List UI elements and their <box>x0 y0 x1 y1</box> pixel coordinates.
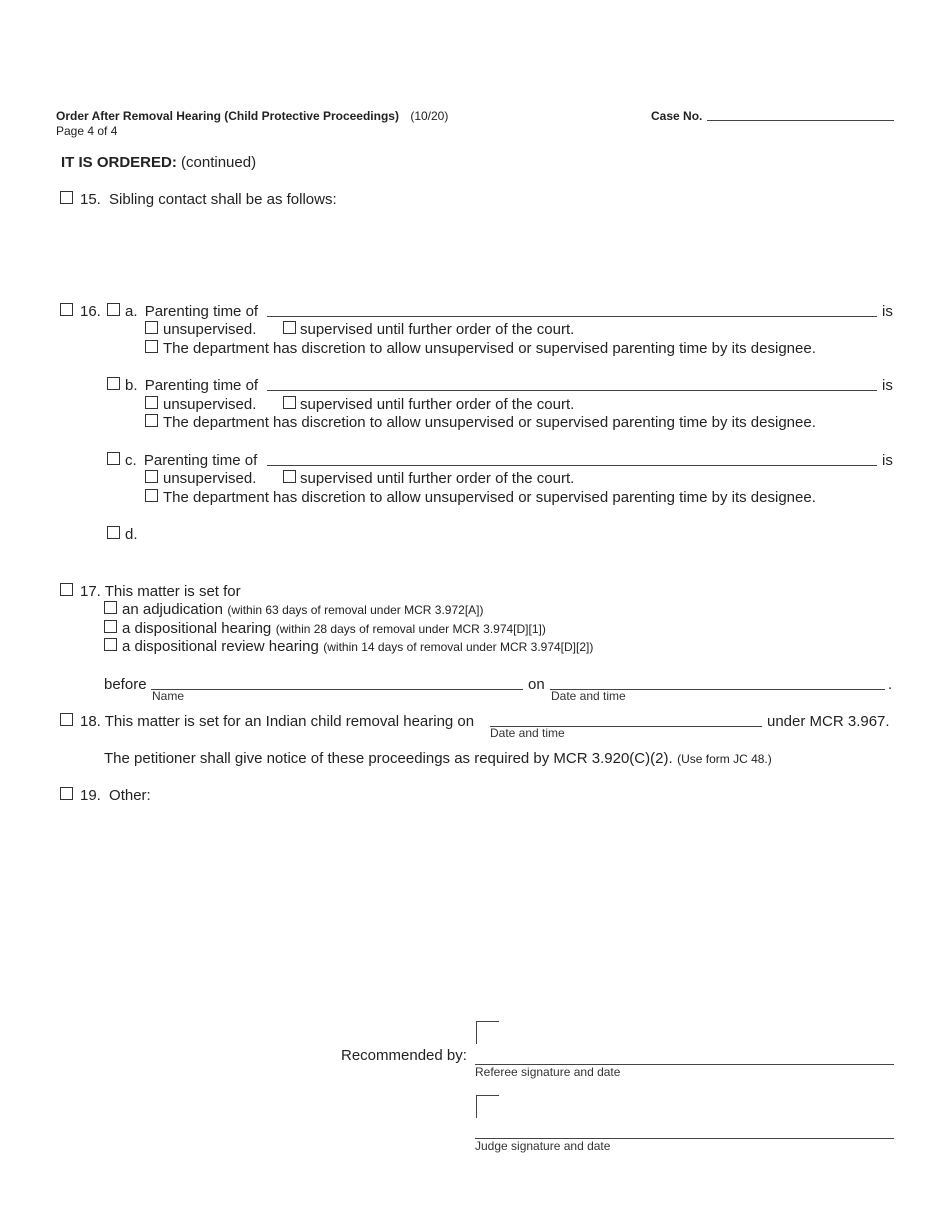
item15-checkbox[interactable] <box>60 191 73 204</box>
item17-checkbox[interactable] <box>60 583 73 596</box>
item16d-letter: d. <box>125 526 138 543</box>
item18-notice-small: (Use form JC 48.) <box>677 752 772 766</box>
item16d-checkbox[interactable] <box>107 526 120 539</box>
item19-number: 19. <box>80 787 101 804</box>
item16-checkbox[interactable] <box>60 303 73 316</box>
item15-row <box>80 191 337 208</box>
item16c-checkbox[interactable] <box>107 452 120 465</box>
page-number: Page 4 of 4 <box>56 124 118 138</box>
item16c-name-field[interactable] <box>267 465 877 466</box>
referee-signature-label: Referee signature and date <box>475 1065 621 1079</box>
item17-date-label: Date and time <box>551 689 626 703</box>
item16c-discretion-checkbox[interactable] <box>145 489 158 502</box>
item17-row <box>80 583 241 600</box>
referee-signature-corner <box>476 1021 499 1044</box>
item17-on: on <box>528 676 545 693</box>
item16a-letter: a. <box>125 303 138 320</box>
item16c-unsupervised-label: unsupervised. <box>163 470 257 487</box>
item16c-label-row <box>125 452 257 469</box>
item16b-unsupervised-checkbox[interactable] <box>145 396 158 409</box>
item16c-unsupervised-checkbox[interactable] <box>145 470 158 483</box>
case-no-label: Case No. <box>651 109 703 123</box>
judge-signature-corner <box>476 1095 499 1118</box>
item17-review-checkbox[interactable] <box>104 638 117 651</box>
item16b-label: Parenting time of <box>144 377 259 394</box>
item16c-is: is <box>882 452 893 469</box>
item19-checkbox[interactable] <box>60 787 73 800</box>
ordered-heading: IT IS ORDERED: <box>61 154 177 171</box>
form-title-row <box>56 109 448 123</box>
item18-under: under MCR 3.967. <box>767 713 890 730</box>
item16a-label: Parenting time of <box>144 303 259 320</box>
item16b-checkbox[interactable] <box>107 377 120 390</box>
form-version: (10/20) <box>410 109 449 123</box>
item17-dispositional-label: a dispositional hearing <box>122 620 272 637</box>
item16c-label: Parenting time of <box>143 452 258 469</box>
item19-row <box>80 787 151 804</box>
item16a-supervised-checkbox[interactable] <box>283 321 296 334</box>
item16a-unsupervised-checkbox[interactable] <box>145 321 158 334</box>
item15-number: 15. <box>80 191 101 208</box>
item16a-name-field[interactable] <box>267 316 877 317</box>
item19-text: Other: <box>109 787 151 804</box>
recommended-by-label: Recommended by: <box>341 1047 467 1064</box>
case-no-field[interactable] <box>707 120 894 121</box>
item16b-supervised-label: supervised until further order of the court. <box>300 396 575 413</box>
item17-adjudication-label: an adjudication <box>122 601 223 618</box>
ordered-continued: (continued) <box>181 154 257 171</box>
item16b-discretion-checkbox[interactable] <box>145 414 158 427</box>
judge-signature-label: Judge signature and date <box>475 1139 611 1153</box>
item16a-is: is <box>882 303 893 320</box>
item18-row <box>80 713 474 730</box>
item17-dispositional-note: (within 28 days of removal under MCR 3.974[D][1]) <box>275 622 546 636</box>
item17-review-row <box>122 638 593 656</box>
item16a-checkbox[interactable] <box>107 303 120 316</box>
item16b-is: is <box>882 377 893 394</box>
item17-adjudication-row <box>122 601 484 619</box>
item17-review-note: (within 14 days of removal under MCR 3.974[D][2]) <box>323 640 594 654</box>
item17-adjudication-checkbox[interactable] <box>104 601 117 614</box>
item17-period: . <box>888 676 893 693</box>
item18-text: This matter is set for an Indian child removal hearing on <box>104 713 475 730</box>
item16c-supervised-checkbox[interactable] <box>283 470 296 483</box>
item16-number: 16. <box>80 303 101 320</box>
item17-review-label: a dispositional review hearing <box>122 638 319 655</box>
item16c-discretion-label: The department has discretion to allow unsupervised or supervised parenting time by its designee. <box>163 489 816 506</box>
ordered-heading-row <box>61 154 256 171</box>
item16b-supervised-checkbox[interactable] <box>283 396 296 409</box>
item16b-discretion-label: The department has discretion to allow unsupervised or supervised parenting time by its designee. <box>163 414 816 431</box>
form-title: Order After Removal Hearing (Child Protective Proceedings) <box>56 109 399 123</box>
item17-dispositional-checkbox[interactable] <box>104 620 117 633</box>
item18-number: 18. <box>80 713 101 730</box>
item17-text: This matter is set for <box>104 583 241 600</box>
item18-notice: The petitioner shall give notice of these proceedings as required by MCR 3.920(C)(2). <box>104 750 673 767</box>
item16c-letter: c. <box>125 452 137 469</box>
item16a-discretion-label: The department has discretion to allow unsupervised or supervised parenting time by its designee. <box>163 340 816 357</box>
item16a-unsupervised-label: unsupervised. <box>163 321 257 338</box>
item16a-supervised-label: supervised until further order of the court. <box>300 321 575 338</box>
item16b-name-field[interactable] <box>267 390 877 391</box>
item17-name-field[interactable] <box>151 689 523 690</box>
item17-number: 17. <box>80 583 101 600</box>
item16b-letter: b. <box>125 377 138 394</box>
item16a-label-row <box>125 303 258 320</box>
item16c-supervised-label: supervised until further order of the court. <box>300 470 575 487</box>
item16b-unsupervised-label: unsupervised. <box>163 396 257 413</box>
item17-before: before <box>104 676 147 693</box>
item17-dispositional-row <box>122 620 546 638</box>
item17-name-label: Name <box>152 689 185 703</box>
item18-notice-row <box>104 750 772 768</box>
item15-text: Sibling contact shall be as follows: <box>109 191 337 208</box>
item17-adjudication-note: (within 63 days of removal under MCR 3.972[A]) <box>227 603 484 617</box>
item18-checkbox[interactable] <box>60 713 73 726</box>
item16a-discretion-checkbox[interactable] <box>145 340 158 353</box>
item16b-label-row <box>125 377 258 394</box>
item18-date-label: Date and time <box>490 726 565 740</box>
